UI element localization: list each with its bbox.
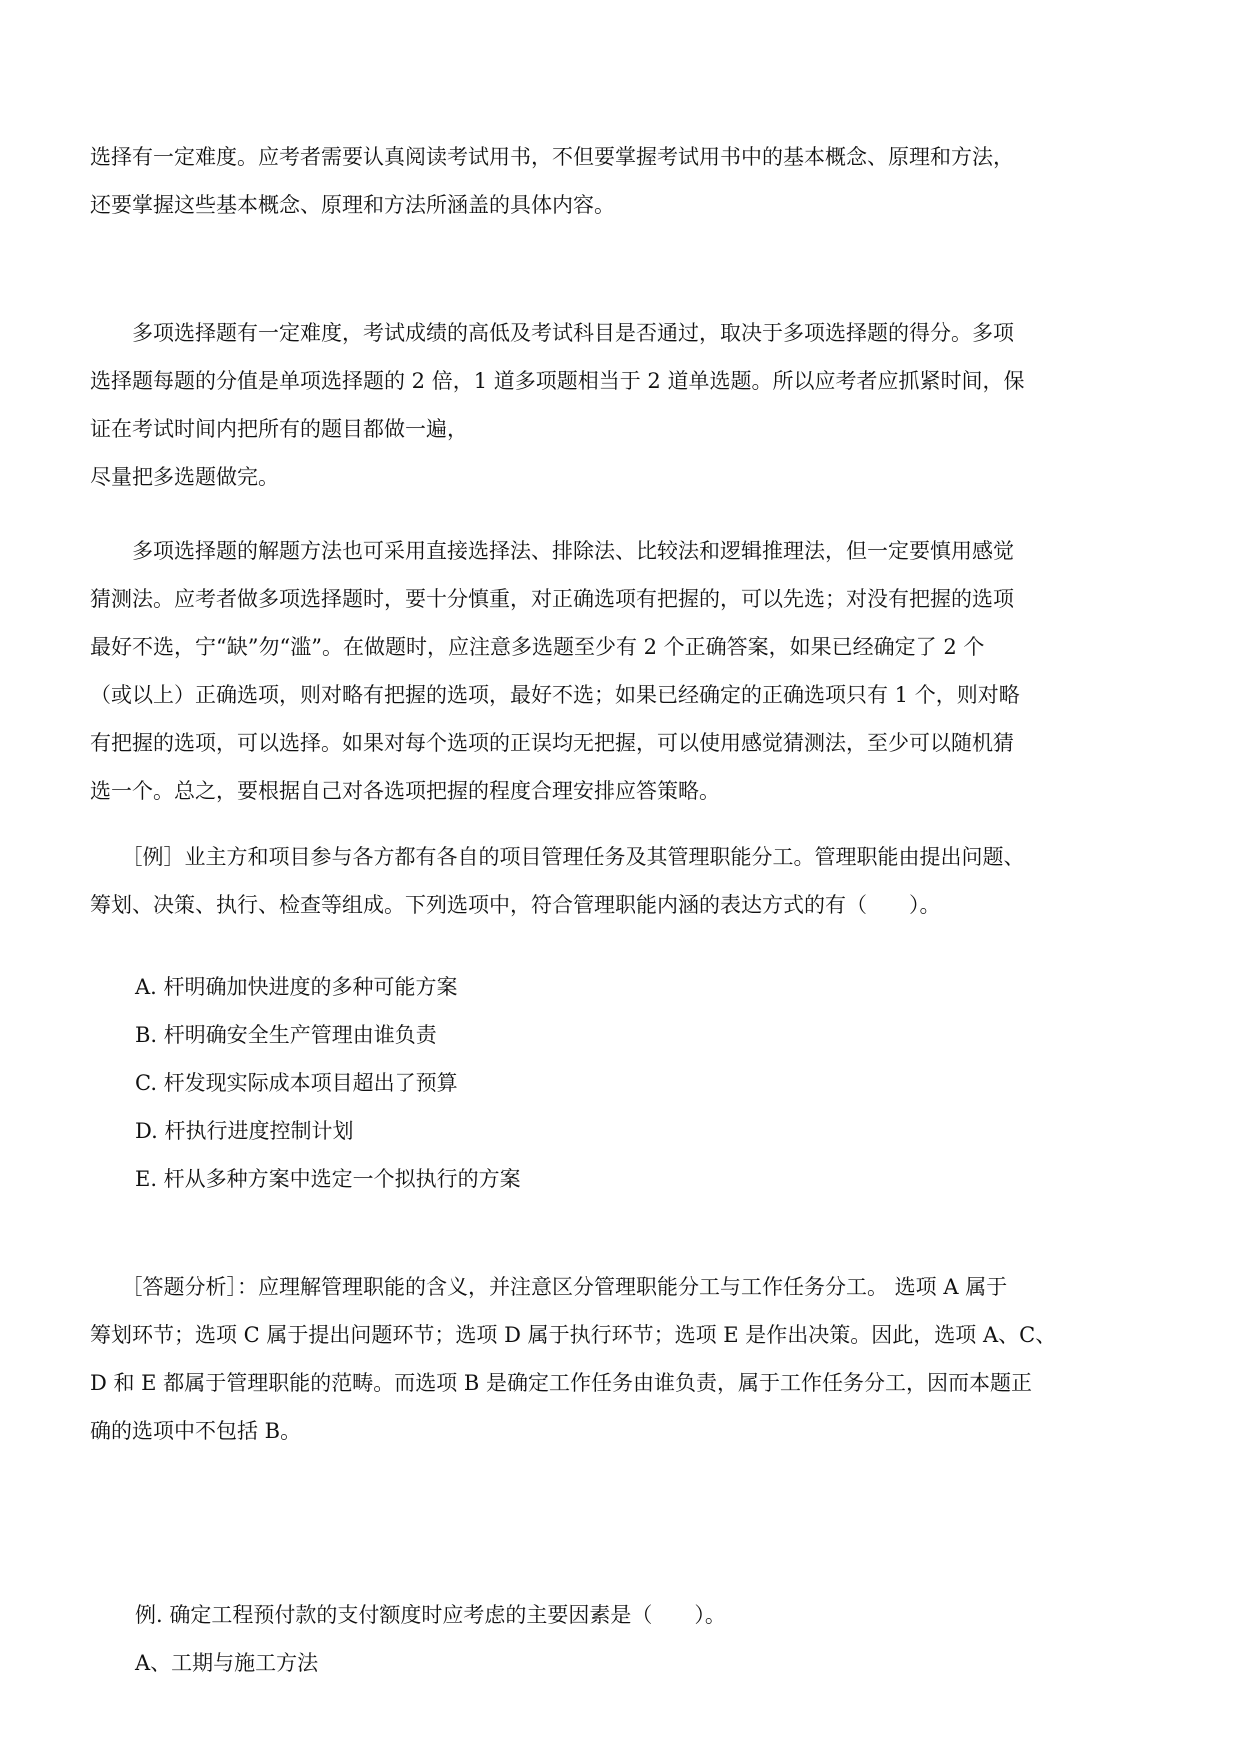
- option-a: A. 杆明确加快进度的多种可能方案: [135, 975, 458, 999]
- text-line: 筹划、决策、执行、检查等组成。下列选项中，符合管理职能内涵的表达方式的有（ ）。: [90, 893, 941, 917]
- example2-option-a: A、工期与施工方法: [135, 1651, 319, 1675]
- answer-analysis-paragraph: [90, 1263, 1140, 1455]
- option-b: B. 杆明确安全生产管理由谁负责: [135, 1023, 437, 1047]
- text-line: 尽量把多选题做完。: [90, 465, 279, 489]
- text-line: 猜测法。应考者做多项选择题时，要十分慎重，对正确选项有把握的，可以先选；对没有把握的选项: [90, 587, 1014, 611]
- option-c: C. 杆发现实际成本项目超出了预算: [135, 1071, 458, 1095]
- text-line: 证在考试时间内把所有的题目都做一遍，: [90, 417, 468, 441]
- multi-choice-importance-paragraph: [90, 309, 1140, 501]
- example2-question: 例. 确定工程预付款的支付额度时应考虑的主要因素是（ ）。: [135, 1603, 726, 1627]
- text-line: ［例］业主方和项目参与各方都有各自的项目管理任务及其管理职能分工。管理职能由提出问题、: [90, 845, 1025, 869]
- text-line: 选择题每题的分值是单项选择题的 2 倍，1 道多项题相当于 2 道单选题。所以应考者应抓紧时间，保: [90, 369, 1025, 393]
- text-line: 选择有一定难度。应考者需要认真阅读考试用书，不但要掌握考试用书中的基本概念、原理和方法，: [90, 145, 1014, 169]
- example-question-paragraph: [90, 833, 1140, 929]
- option-d: D. 杆执行进度控制计划: [135, 1119, 354, 1143]
- text-line: 选一个。总之，要根据自己对各选项把握的程度合理安排应答策略。: [90, 779, 720, 803]
- text-line: 最好不选，宁“缺”勿“滥”。在做题时，应注意多选题至少有 2 个正确答案，如果已经确定了 2 个: [90, 635, 985, 659]
- option-e: E. 杆从多种方案中选定一个拟执行的方案: [135, 1167, 521, 1191]
- text-line: 有把握的选项，可以选择。如果对每个选项的正误均无把握，可以使用感觉猜测法，至少可以随机猜: [90, 731, 1014, 755]
- text-line: 多项选择题有一定难度，考试成绩的高低及考试科目是否通过，取决于多项选择题的得分。多项: [90, 321, 1014, 345]
- text-line: 还要掌握这些基本概念、原理和方法所涵盖的具体内容。: [90, 193, 615, 217]
- multi-choice-methods-paragraph: [90, 527, 1140, 815]
- intro-paragraph: [90, 133, 1140, 229]
- text-line: 多项选择题的解题方法也可采用直接选择法、排除法、比较法和逻辑推理法，但一定要慎用感觉: [90, 539, 1014, 563]
- text-line: D 和 E 都属于管理职能的范畴。而选项 B 是确定工作任务由谁负责，属于工作任务分工，因而本题正: [90, 1371, 1032, 1395]
- text-line: ［答题分析］：应理解管理职能的含义，并注意区分管理职能分工与工作任务分工。 选项 A 属于: [90, 1275, 1008, 1299]
- text-line: （或以上）正确选项，则对略有把握的选项，最好不选；如果已经确定的正确选项只有 1 个，则对略: [90, 683, 1020, 707]
- text-line: 确的选项中不包括 B。: [90, 1419, 302, 1443]
- text-line: 筹划环节；选项 C 属于提出问题环节；选项 D 属于执行环节；选项 E 是作出决策。因此，选项 A、C、: [90, 1323, 1057, 1347]
